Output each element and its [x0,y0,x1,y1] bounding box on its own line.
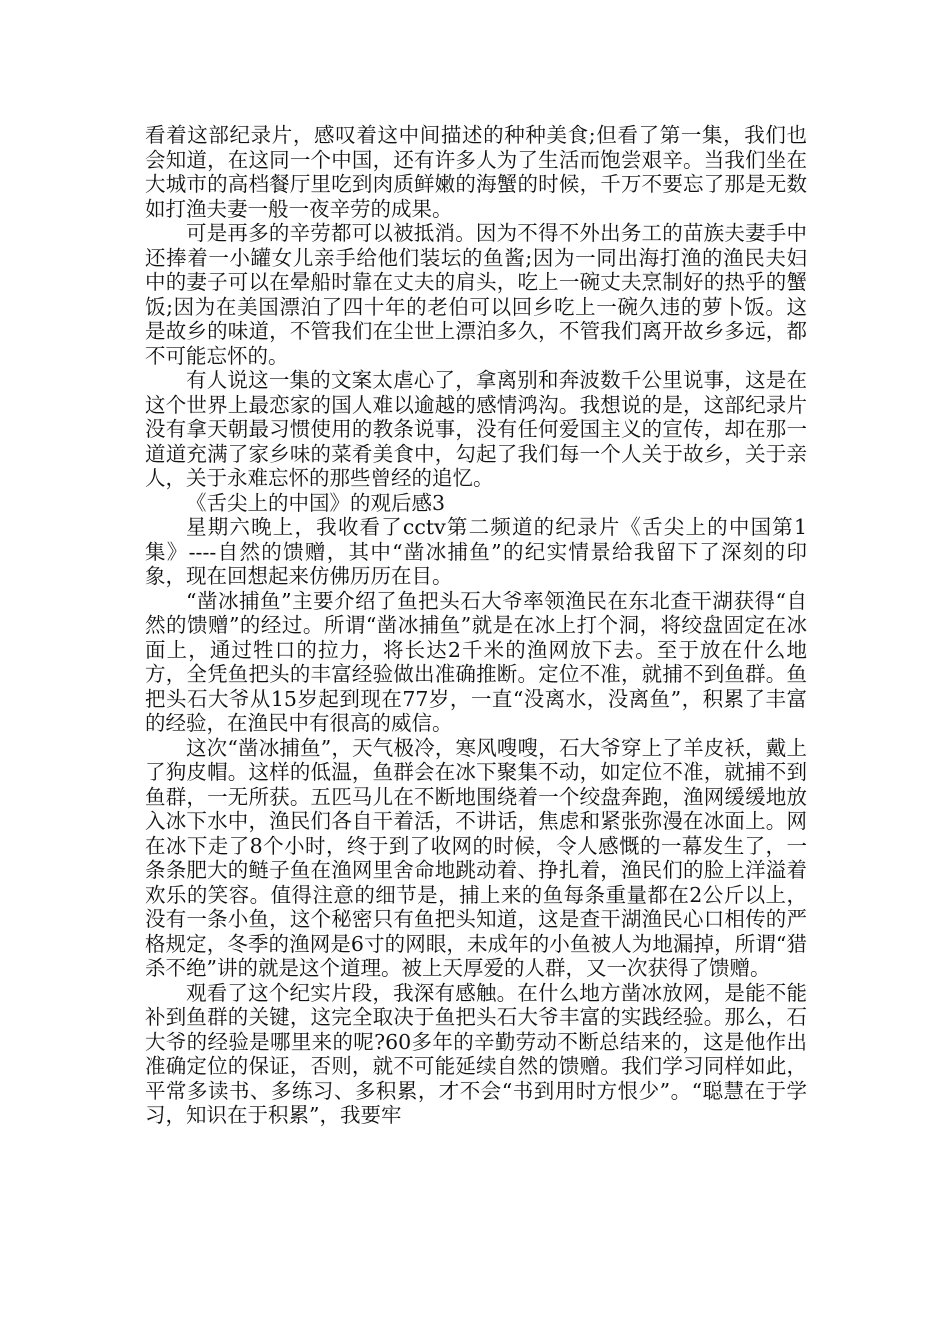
paragraph-5: “凿冰捕鱼”主要介绍了鱼把头石大爷率领渔民在东北查干湖获得“自然的馈赠”的经过。所谓“凿冰捕鱼”就是在冰上打个洞，将绞盘固定在冰面上，通过牲口的拉力，将长达2千米的渔网放下去。至于放在什么地方，全凭鱼把头的丰富经验做出准确推断。定位不准，就捕不到鱼群。鱼把头石大爷从15岁起到现在77岁，一直“没离水，没离鱼”，积累了丰富的经验，在渔民中有很高的威信。 [145,588,807,735]
section-heading: 《舌尖上的中国》的观后感3 [186,490,446,515]
paragraph-3: 有人说这一集的文案太虐心了，拿离别和奔波数千公里说事，这是在这个世界上最恋家的国人难以逾越的感情鸿沟。我想说的是，这部纪录片没有拿天朝最习惯使用的教条说事，没有任何爱国主义的宣传，却在那一道道充满了家乡味的菜肴美食中，勾起了我们每一个人关于故乡，关于亲人，关于永难忘怀的那些曾经的追忆。 [145,368,807,490]
paragraph-6: 这次“凿冰捕鱼”，天气极冷，寒风嗖嗖，石大爷穿上了羊皮袄，戴上了狗皮帽。这样的低温，鱼群会在冰下聚集不动，如定位不准，就捕不到鱼群，一无所获。五匹马儿在不断地围绕着一个绞盘奔跑，渔网缓缓地放入冰下水中，渔民们各自干着活，不讲话，焦虑和紧张弥漫在冰面上。网在冰下走了8个小时，终于到了收网的时候，令人感慨的一幕发生了，一条条肥大的鲢子鱼在渔网里舍命地跳动着、挣扎着，渔民们的脸上洋溢着欢乐的笑容。值得注意的细节是，捕上来的鱼每条重量都在2公斤以上，没有一条小鱼，这个秘密只有鱼把头知道，这是查干湖渔民心口相传的严格规定，冬季的渔网是6寸的网眼，未成年的小鱼被人为地漏掉，所谓“猎杀不绝”讲的就是这个道理。被上天厚爱的人群，又一次获得了馈赠。 [145,735,807,980]
paragraph-1: 看着这部纪录片，感叹着这中间描述的种种美食;但看了第一集，我们也会知道，在这同一个中国，还有许多人为了生活而饱尝艰辛。当我们坐在大城市的高档餐厅里吃到肉质鲜嫩的海蟹的时候，千万不要忘了那是无数如打渔夫妻一般一夜辛劳的成果。 [145,123,807,221]
paragraph-2: 可是再多的辛劳都可以被抵消。因为不得不外出务工的苗族夫妻手中还捧着一小罐女儿亲手给他们装坛的鱼酱;因为一同出海打渔的渔民夫妇中的妻子可以在晕船时靠在丈夫的肩头，吃上一碗丈夫烹制好的热乎的蟹饭;因为在美国漂泊了四十年的老伯可以回乡吃上一碗久违的萝卜饭。这是故乡的味道，不管我们在尘世上漂泊多久，不管我们离开故乡多远，都不可能忘怀的。 [145,221,807,368]
paragraph-7: 观看了这个纪实片段，我深有感触。在什么地方凿冰放网，是能不能补到鱼群的关键，这完全取决于鱼把头石大爷丰富的实践经验。那么，石大爷的经验是哪里来的呢?60多年的辛勤劳动不断总结来的，这是他作出准确定位的保证，否则，就不可能延续自然的馈赠。我们学习同样如此，平常多读书、多练习、多积累，才不会“书到用时方恨少”。“聪慧在于学习，知识在于积累”，我要牢 [145,980,807,1127]
paragraph-4: 星期六晚上，我收看了cctv第二频道的纪录片《舌尖上的中国第1集》----自然的馈赠，其中“凿冰捕鱼”的纪实情景给我留下了深刻的印象，现在回想起来仿佛历历在目。 [145,515,807,588]
document-body [145,123,807,1128]
